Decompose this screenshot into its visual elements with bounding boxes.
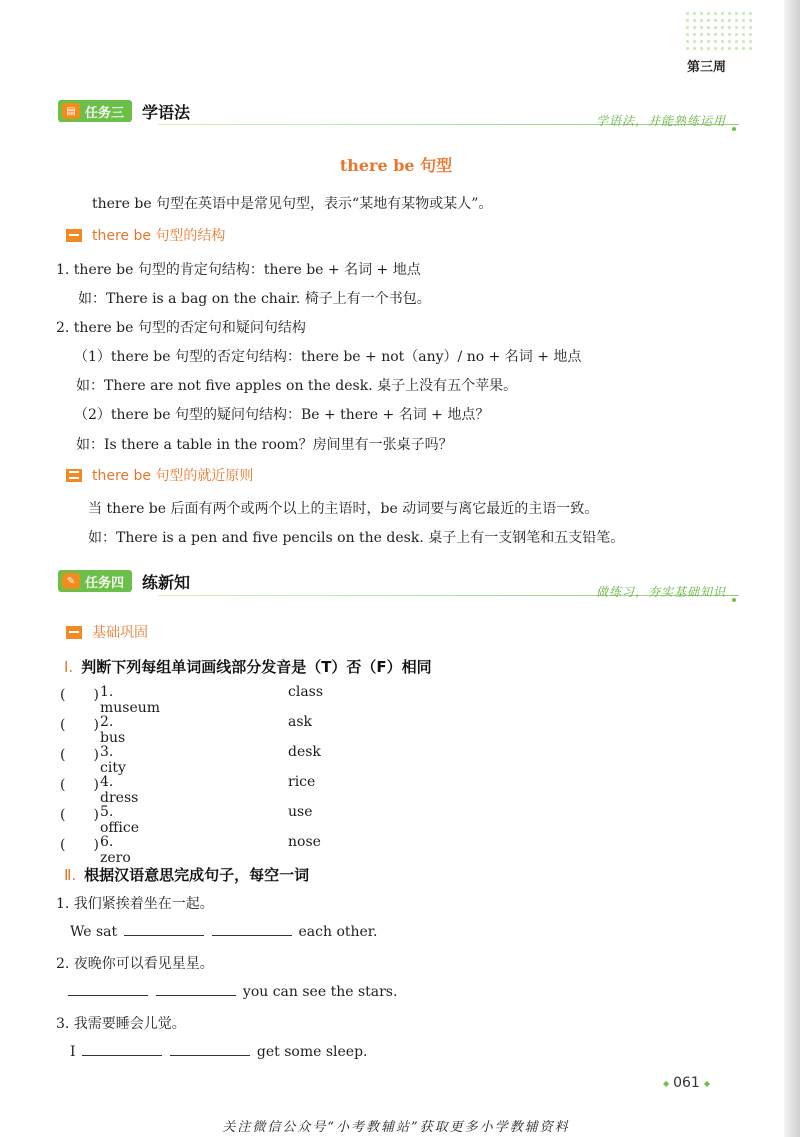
grammar-heading: there be 句型 — [339, 156, 453, 175]
answer-blank[interactable]: ( ) — [60, 717, 99, 733]
word-2: ask — [288, 714, 313, 730]
answer-blank[interactable]: ( ) — [60, 837, 99, 853]
question-2-number: Ⅱ. — [64, 866, 77, 884]
section-proximity-title: there be 句型的就近原则 — [92, 468, 254, 484]
section-one-icon — [66, 229, 82, 242]
word-1: dress — [100, 790, 139, 806]
answer-blank[interactable] — [124, 923, 204, 936]
proximity-line-1: 当 there be 后面有两个或两个以上的主语时，be 动词要与离它最近的主语一致。 — [88, 501, 599, 517]
task3-tag — [58, 100, 132, 122]
word-2: nose — [288, 834, 321, 850]
question-2-title: 根据汉语意思完成句子，每空一词 — [84, 866, 310, 884]
word-1: zero — [100, 850, 131, 866]
structure-line-6: （2）there be 句型的疑问句结构：Be + there + 名词 + 地点？ — [74, 407, 490, 423]
task4-slogan: 做练习，夯实基础知识 — [595, 585, 726, 599]
sentence-1-english — [70, 923, 377, 940]
section-basic-title: 基础巩固 — [92, 625, 148, 641]
sentence-1-prefix: We sat — [70, 924, 118, 940]
section-structure-title: there be 句型的结构 — [92, 228, 226, 244]
proximity-line-2: 如：There is a pen and five pencils on the desk. 桌子上有一支钢笔和五支铅笔。 — [88, 530, 625, 546]
word-2: use — [288, 804, 313, 820]
row-number: 1. — [100, 684, 114, 700]
answer-blank[interactable]: ( ) — [60, 747, 99, 763]
decorative-dots — [684, 10, 754, 50]
word-2: desk — [288, 744, 321, 760]
task4-title: 练新知 — [142, 572, 191, 592]
question-1-number: Ⅰ. — [64, 658, 74, 676]
answer-blank[interactable]: ( ) — [60, 807, 99, 823]
task3-tag-label: 任务三 — [85, 105, 125, 121]
section-structure-head — [66, 225, 225, 245]
word-1: bus — [100, 730, 126, 746]
answer-blank[interactable] — [170, 1043, 250, 1056]
task4-header — [58, 568, 190, 594]
answer-blank[interactable]: ( ) — [60, 687, 99, 703]
word-2: class — [288, 684, 324, 700]
task3-slogan: 学语法，并能熟练运用 — [595, 114, 726, 128]
question-1-head — [64, 656, 432, 677]
sentence-3-english — [70, 1043, 367, 1060]
word-1: office — [100, 820, 139, 836]
row-label — [100, 804, 139, 836]
question-2-head — [64, 864, 309, 885]
task4-tag — [58, 570, 132, 592]
footer-note: 关注微信公众号“小考教辅站”获取更多小学教辅资料 — [222, 1120, 570, 1135]
row-number: 3. — [100, 744, 114, 760]
section-one-icon — [66, 626, 82, 639]
word-1: city — [100, 760, 126, 776]
row-label — [100, 714, 125, 746]
structure-line-2: 如：There is a bag on the chair. 椅子上有一个书包。 — [78, 291, 431, 307]
task4-tag-label: 任务四 — [85, 575, 125, 591]
row-label — [100, 774, 138, 806]
structure-line-5: 如：There are not five apples on the desk. 桌子上没有五个苹果。 — [76, 378, 518, 394]
row-label — [100, 834, 131, 866]
sentence-3-chinese: 3. 我需要睡会儿觉。 — [56, 1016, 186, 1032]
sentence-2-chinese: 2. 夜晚你可以看见星星。 — [56, 956, 214, 972]
answer-blank[interactable] — [68, 983, 148, 996]
row-label — [100, 744, 126, 776]
row-number: 6. — [100, 834, 114, 850]
answer-blank[interactable] — [212, 923, 292, 936]
answer-blank[interactable] — [156, 983, 236, 996]
sentence-2-english — [66, 983, 397, 1000]
question-1-title: 判断下列每组单词画线部分发音是（T）否（F）相同 — [81, 658, 432, 676]
pencil-icon: ✎ — [62, 573, 80, 589]
row-number: 2. — [100, 714, 114, 730]
answer-blank[interactable] — [82, 1043, 162, 1056]
row-number: 4. — [100, 774, 114, 790]
sentence-3-suffix: get some sleep. — [256, 1044, 368, 1060]
worksheet-page — [8, 0, 784, 1137]
structure-line-7: 如：Is there a table in the room？房间里有一张桌子吗？ — [76, 437, 453, 453]
grammar-intro: there be 句型在英语中是常见句型，表示“某地有某物或某人”。 — [92, 196, 493, 212]
sentence-2-suffix: you can see the stars. — [242, 984, 398, 1000]
section-proximity-head — [66, 465, 253, 485]
sentence-1-chinese: 1. 我们紧挨着坐在一起。 — [56, 896, 214, 912]
structure-line-3: 2. there be 句型的否定句和疑问句结构 — [56, 320, 306, 336]
sentence-3-prefix: I — [70, 1044, 76, 1060]
row-number: 5. — [100, 804, 114, 820]
week-label: 第三周 — [686, 60, 726, 75]
task3-header — [58, 98, 190, 124]
structure-line-4: （1）there be 句型的否定句结构：there be + not（any）/ no + 名词 + 地点 — [74, 349, 582, 365]
page-number: ◆ 061 ◆ — [659, 1075, 714, 1091]
sentence-1-suffix: each other. — [298, 924, 378, 940]
page-edge-shadow — [784, 0, 800, 1137]
task3-title: 学语法 — [142, 102, 191, 122]
section-two-icon — [66, 469, 82, 482]
row-label — [100, 684, 160, 716]
answer-blank[interactable]: ( ) — [60, 777, 99, 793]
structure-line-1: 1. there be 句型的肯定句结构：there be + 名词 + 地点 — [56, 262, 421, 278]
word-2: rice — [288, 774, 316, 790]
book-icon: ▤ — [62, 103, 80, 119]
word-1: museum — [100, 700, 161, 716]
section-basic-head — [66, 622, 148, 642]
